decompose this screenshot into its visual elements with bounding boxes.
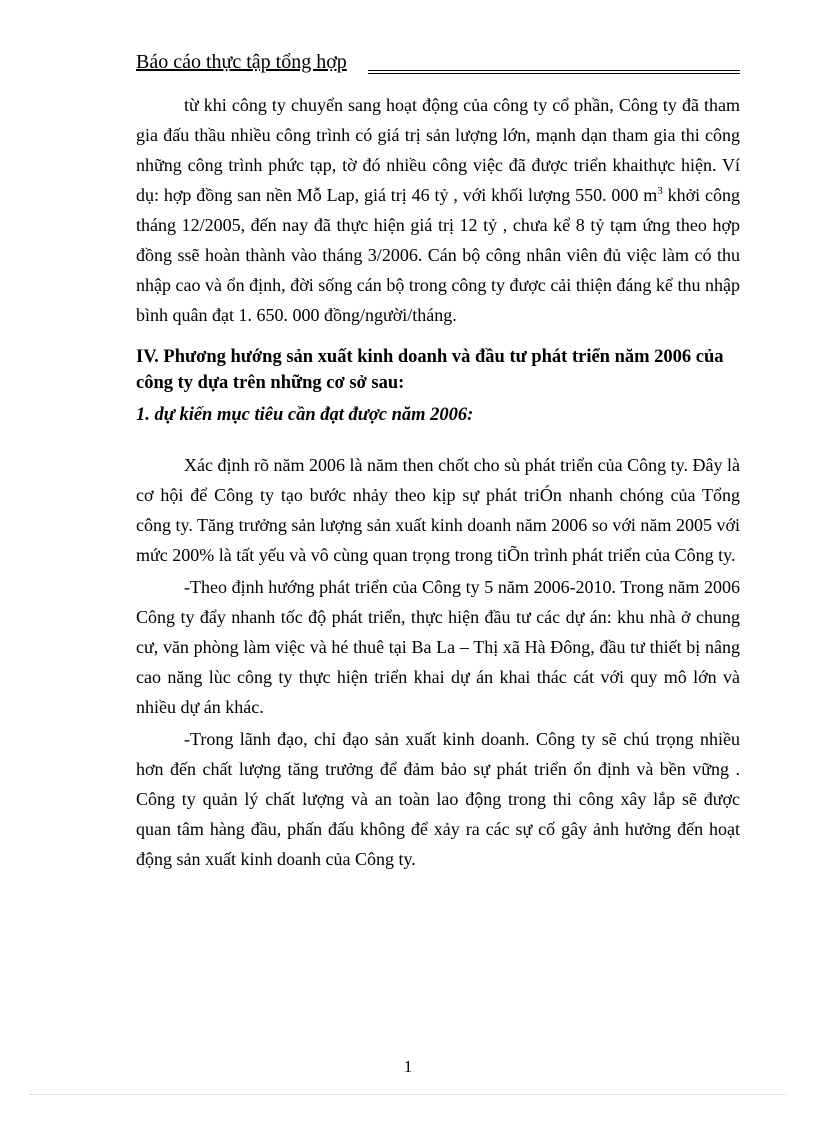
section-heading: IV. Phương hướng sản xuất kinh doanh và đầu tư phát triển năm 2006 của công ty dựa trên những cơ sở sau: xyxy=(136,347,724,393)
paragraph-orientation: -Theo định hướng phát triển của Công ty 5 năm 2006-2010. Trong năm 2006 Công ty đẩy nhanh tốc độ phát triển, thực hiện đầu tư các dự án: khu nhà ở chung cư, văn phòng làm việc và hé thuê tại Ba La – Thị xã Hà Đông, đầu tư thiết bị nâng cao năng lùc công ty thực hiện triển khai dự án khai thác cát với quy mô lớn và nhiều dự án khác. xyxy=(136,577,740,717)
paragraph-goals: Xác định rõ năm 2006 là năm then chốt cho sù phát triển của Công ty. Đây là cơ hội để Công ty tạo bước nhảy theo kịp sự phát triÓn nhanh chóng của Tổng công ty. Tăng trưởng sản lượng sản xuất kinh doanh năm 2006 so với năm 2005 với mức 200% là tất yếu và vô cùng quan trọng trong tiÕn trình phát triển của Công ty. xyxy=(136,455,740,565)
paragraph-intro-tail: khởi công tháng 12/2005, đến nay đã thực hiện giá trị 12 tỷ , chưa kể 8 tỷ tạm ứng theo hợp đồng ssẽ hoàn thành vào tháng 3/2006. Cán bộ công nhân viên đủ việc làm có thu nhập cao và ổn định, đời sống cán bộ trong công ty được cải thiện đáng kể thu nhập bình quân đạt 1. 650. 000 đồng/người/tháng. xyxy=(136,185,740,325)
paragraph-intro-text: từ khi công ty chuyển sang hoạt động của công ty cổ phần, Công ty đã tham gia đấu thầu nhiều công trình có giá trị sản lượng lớn, mạnh dạn tham gia thi công những công trình phức tạp, tờ đó nhiều công việc đã được triển khaithực hiện. Ví dụ: hợp đồng san nền Mỗ Lap, giá trị 46 tỷ , với khối lượng 550. 000 m xyxy=(136,95,740,205)
header-rule-bottom xyxy=(368,73,740,74)
page-bottom-divider xyxy=(30,1094,786,1095)
superscript-cubic: 3 xyxy=(657,185,663,197)
page-number: 1 xyxy=(403,1057,413,1076)
paragraph-intro xyxy=(136,90,740,330)
document-body xyxy=(136,90,740,874)
header-rule-top xyxy=(368,70,740,71)
page-header xyxy=(136,50,740,78)
header-title: Báo cáo thực tập tổng hợp xyxy=(136,51,347,73)
subsection-heading: 1. dự kiến mục tiêu cần đạt được năm 2006: xyxy=(136,405,474,425)
paragraph-management: -Trong lãnh đạo, chỉ đạo sản xuất kinh doanh. Công ty sẽ chú trọng nhiều hơn đến chất lượng tăng trưởng để đảm bảo sự phát triển ổn định và bền vững . Công ty quản lý chất lượng và an toàn lao động trong thi công xây lắp sẽ được quan tâm hàng đầu, phấn đấu không để xảy ra các sự cố gây ảnh hưởng đến hoạt động sản xuất kinh doanh của Công ty. xyxy=(136,729,740,869)
